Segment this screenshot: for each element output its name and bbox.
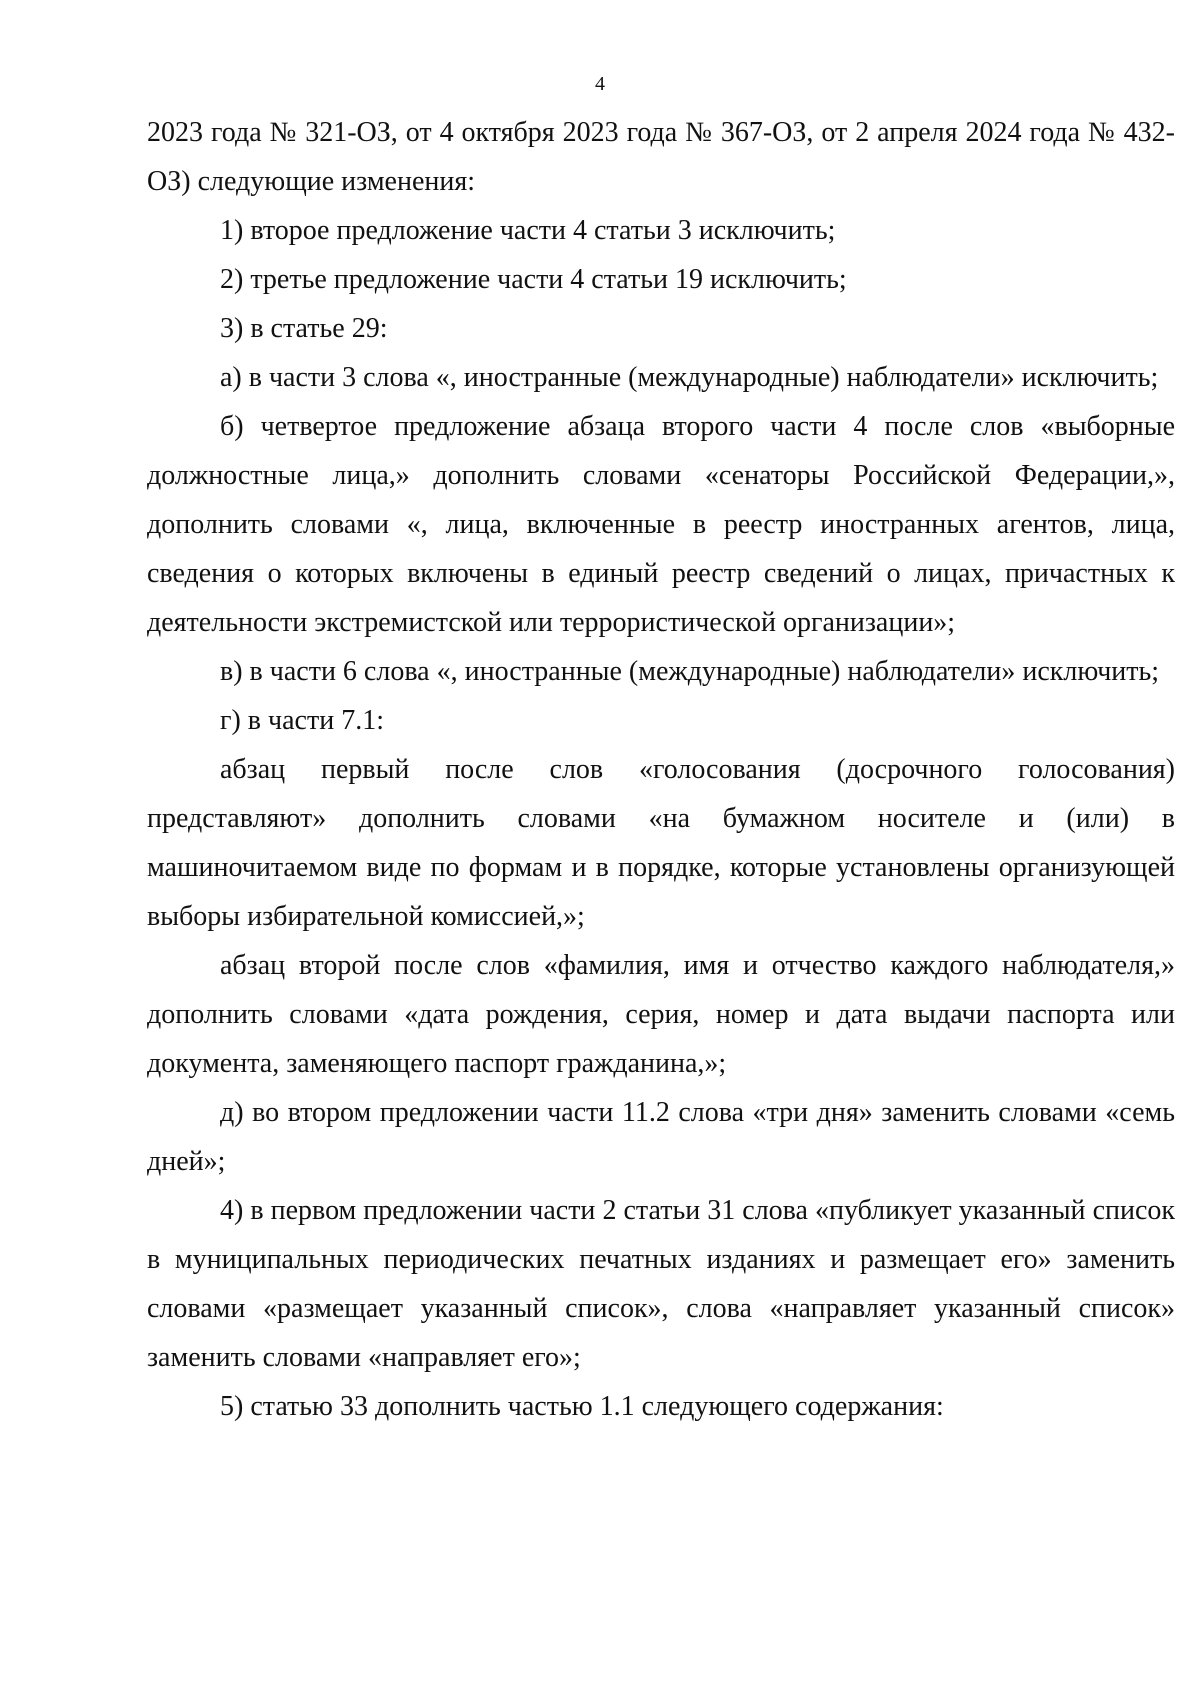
page-number: 4: [595, 73, 605, 95]
paragraph-item-1: 1) второе предложение части 4 статьи 3 исключить;: [220, 215, 836, 246]
paragraph-item-5: 5) статью 33 дополнить частью 1.1 следующего содержания:: [220, 1391, 944, 1422]
paragraph-item-2: 2) третье предложение части 4 статьи 19 исключить;: [220, 264, 847, 295]
paragraph-subitem-g: г) в части 7.1:: [220, 705, 384, 736]
paragraph-subitem-d: д) во втором предложении части 11.2 слова «три дня» заменить словами «семь дней»;: [147, 1097, 1175, 1177]
paragraph-item-3: 3) в статье 29:: [220, 313, 388, 344]
paragraph-continuation: 2023 года № 321-ОЗ, от 4 октября 2023 года № 367-ОЗ, от 2 апреля 2024 года № 432-ОЗ) следующие изменения:: [147, 117, 1175, 197]
paragraph-subitem-b: б) четвертое предложение абзаца второго части 4 после слов «выборные должностные лица,» дополнить словами «сенаторы Российской Федерации,», дополнить словами «, лица, включенные в реестр иностранных агентов, лица, сведения о которых включены в единый реестр сведений о лицах, причастных к деятельности экстремистской или террористической организации»;: [147, 411, 1175, 638]
paragraph-subitem-a: а) в части 3 слова «, иностранные (международные) наблюдатели» исключить;: [220, 362, 1159, 393]
paragraph-abzac-second: абзац второй после слов «фамилия, имя и отчество каждого наблюдателя,» дополнить словами «дата рождения, серия, номер и дата выдачи паспорта или документа, заменяющего паспорт гражданина,»;: [147, 950, 1175, 1079]
paragraph-abzac-first: абзац первый после слов «голосования (досрочного голосования) представляют» дополнить словами «на бумажном носителе и (или) в машиночитаемом виде по формам и в порядке, которые установлены организующей выборы избирательной комиссией,»;: [147, 754, 1175, 932]
document-body: [147, 108, 1175, 1431]
paragraph-subitem-v: в) в части 6 слова «, иностранные (международные) наблюдатели» исключить;: [220, 656, 1160, 687]
paragraph-item-4: 4) в первом предложении части 2 статьи 31 слова «публикует указанный список в муниципальных периодических печатных изданиях и размещает его» заменить словами «размещает указанный список», слова «направляет указанный список» заменить словами «направляет его»;: [147, 1195, 1175, 1373]
